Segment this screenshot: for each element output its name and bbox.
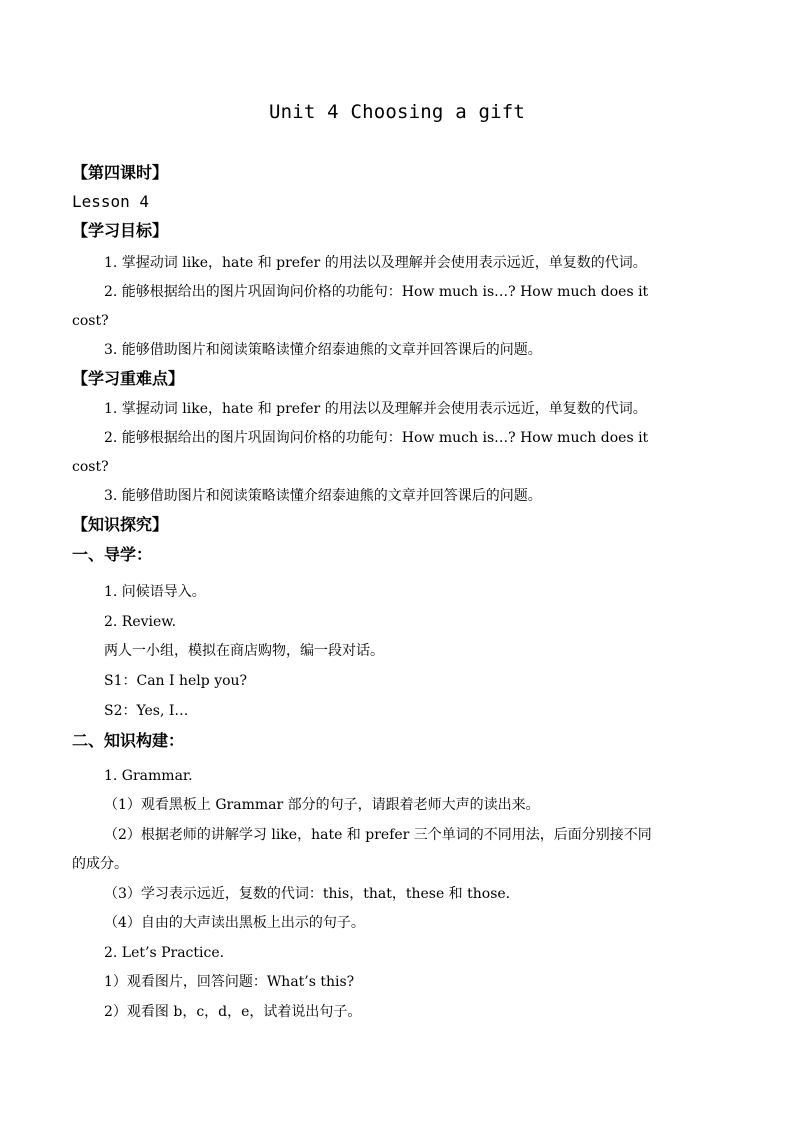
key-point-item: 1. 掌握动词 like，hate 和 prefer 的用法以及理解并会使用表示远近，单复数的代词。 bbox=[104, 401, 647, 417]
objective-item: 2. 能够根据给出的图片巩固询问价格的功能句：How much is…? How much does it bbox=[104, 284, 649, 300]
section2-line: 1）观看图片，回答问题：What’s this? bbox=[104, 974, 355, 990]
section2-line: 2. Let’s Practice. bbox=[104, 945, 225, 961]
section1-line: 2. Review. bbox=[104, 614, 177, 630]
exploration-heading: 【知识探究】 bbox=[72, 515, 169, 534]
period-heading: 【第四课时】 bbox=[72, 163, 169, 182]
section2-line: （1）观看黑板上 Grammar 部分的句子，请跟着老师大声的读出来。 bbox=[104, 797, 540, 813]
key-point-item-continued: cost? bbox=[72, 459, 109, 475]
key-points-heading: 【学习重难点】 bbox=[72, 369, 185, 388]
section2-line: （3）学习表示远近，复数的代词：this，that，these 和 those. bbox=[104, 886, 511, 902]
section2-line-continued: 的成分。 bbox=[72, 856, 128, 872]
section2-heading: 二、知识构建： bbox=[72, 731, 185, 750]
section1-heading: 一、导学： bbox=[72, 545, 153, 564]
section2-line: （4）自由的大声读出黑板上出示的句子。 bbox=[104, 915, 365, 931]
dialogue-line: S2：Yes, I… bbox=[104, 703, 189, 719]
objective-item: 1. 掌握动词 like，hate 和 prefer 的用法以及理解并会使用表示远近，单复数的代词。 bbox=[104, 255, 647, 271]
section2-line: 1. Grammar. bbox=[104, 768, 193, 784]
section2-line: 2）观看图 b，c，d，e，试着说出句子。 bbox=[104, 1004, 362, 1020]
objectives-heading: 【学习目标】 bbox=[72, 221, 169, 240]
section2-line: （2）根据老师的讲解学习 like，hate 和 prefer 三个单词的不同用法，后面分别接不同 bbox=[104, 827, 652, 843]
section1-line: 两人一小组，模拟在商店购物，编一段对话。 bbox=[104, 643, 384, 659]
objective-item-continued: cost? bbox=[72, 313, 109, 329]
key-point-item: 2. 能够根据给出的图片巩固询问价格的功能句：How much is…? How much does it bbox=[104, 430, 649, 446]
dialogue-line: S1：Can I help you? bbox=[104, 673, 248, 689]
objective-item: 3. 能够借助图片和阅读策略读懂介绍泰迪熊的文章并回答课后的问题。 bbox=[104, 342, 542, 358]
lesson-label: Lesson 4 bbox=[72, 192, 150, 211]
document-title: Unit 4 Choosing a gift bbox=[268, 101, 526, 123]
section1-line: 1. 问候语导入。 bbox=[104, 584, 206, 600]
key-point-item: 3. 能够借助图片和阅读策略读懂介绍泰迪熊的文章并回答课后的问题。 bbox=[104, 488, 542, 504]
